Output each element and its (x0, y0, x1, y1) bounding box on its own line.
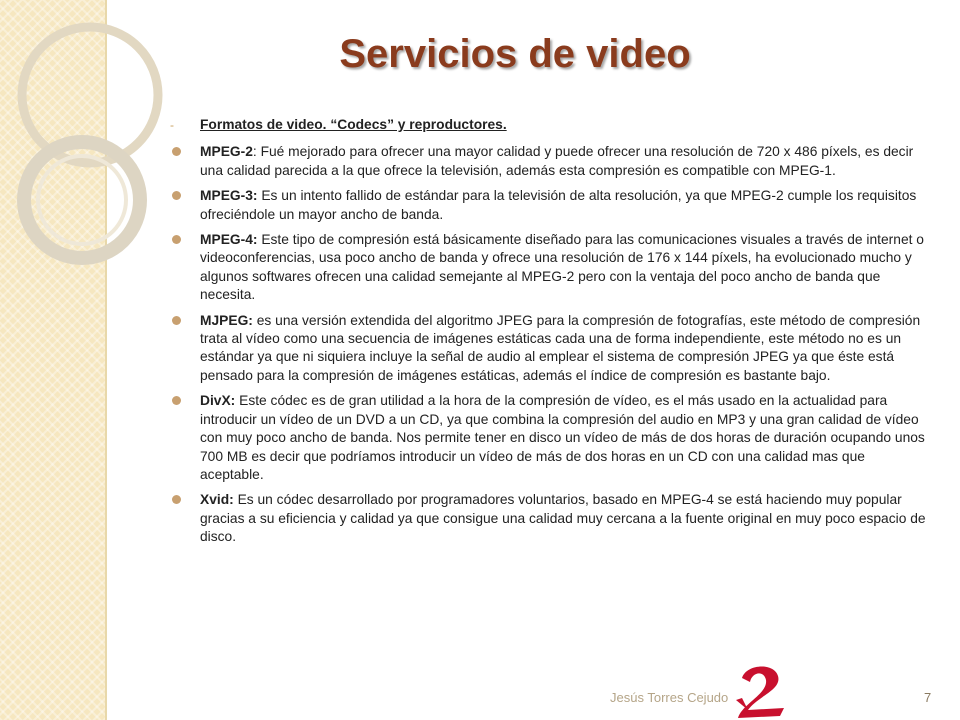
list-item-mpeg2 (170, 143, 928, 180)
item-term: Xvid: (200, 492, 234, 508)
bullet-icon (172, 235, 181, 244)
page-number: 7 (924, 690, 932, 705)
list-item-xvid (170, 491, 928, 546)
bullet-icon (172, 147, 181, 156)
bullet-icon (172, 316, 181, 325)
item-term: MPEG-3: (200, 188, 258, 204)
dash-bullet: - (170, 118, 174, 132)
item-text: es una versión extendida del algoritmo JPEG para la compresión de fotografías, este método de compresión trata al vídeo como una secuencia de imágenes estáticas cada una de forma independiente, este método no es un estándar ya que ni siquiera incluye la señal de audio al emplear el sistema de compresión JPEG ya que éste está pensado para la compresión de imágenes estáticas, además el índice de compresión es bastante bajo. (200, 312, 921, 383)
slide-title: Servicios de video (339, 32, 691, 76)
item-text: Este tipo de compresión está básicamente diseñado para las comunicaciones visuales a través de internet o videoconferencias, usa poco ancho de banda y ofrece una resolución de 176 x 144 píxels, ha evolucionado mucho y algunos softwares ofrecen una calidad semejante al MPEG-2 pero con la ventaja del poco ancho de banda que necesita. (200, 232, 924, 303)
item-text: : Fué mejorado para ofrecer una mayor calidad y puede ofrecer una resolución de 720 x 486 píxels, es decir una calidad parecida a la que ofrece la televisión, además esta compresión es compatible con MPEG-1. (200, 144, 914, 178)
list-item-mjpeg (170, 312, 928, 386)
bullet-icon (172, 396, 181, 405)
slide-content (170, 116, 928, 554)
item-term: MJPEG: (200, 312, 253, 328)
subheading (170, 116, 928, 134)
list-item-mpeg4 (170, 231, 928, 305)
bullet-icon (172, 495, 181, 504)
item-term: DivX: (200, 393, 236, 409)
bullet-icon (172, 191, 181, 200)
item-term: MPEG-4: (200, 232, 258, 248)
list-item-divx (170, 392, 928, 484)
list-item-mpeg3 (170, 187, 928, 224)
red-2-logo-icon (728, 660, 794, 720)
item-text: Es un intento fallido de estándar para la televisión de alta resolución, ya que MPEG-2 cumple los requisitos ofreciéndole un mayor ancho de banda. (200, 188, 917, 222)
item-term: MPEG-2 (200, 144, 253, 160)
footer-author: Jesús Torres Cejudo (610, 690, 729, 705)
item-text: Es un códec desarrollado por programadores voluntarios, basado en MPEG-4 se está haciendo muy popular gracias a su eficiencia y calidad ya que consigue una calidad muy cercana a la fuente original en muy poco espacio de disco. (200, 492, 926, 545)
subheading-text: Formatos de video. “Codecs” y reproductores. (200, 117, 507, 132)
item-text: Este códec es de gran utilidad a la hora de la compresión de vídeo, es el más usado en la actualidad para introducir un vídeo de un DVD a un CD, ya que combina la compresión del audio en MP3 y una gran calidad de vídeo con muy poco ancho de banda. Nos permite tener en disco un vídeo de más de dos horas de duración ocupando unos 700 MB es decir que podríamos introducir un vídeo de más de dos horas en un CD con una calidad mas que aceptable. (200, 393, 925, 482)
